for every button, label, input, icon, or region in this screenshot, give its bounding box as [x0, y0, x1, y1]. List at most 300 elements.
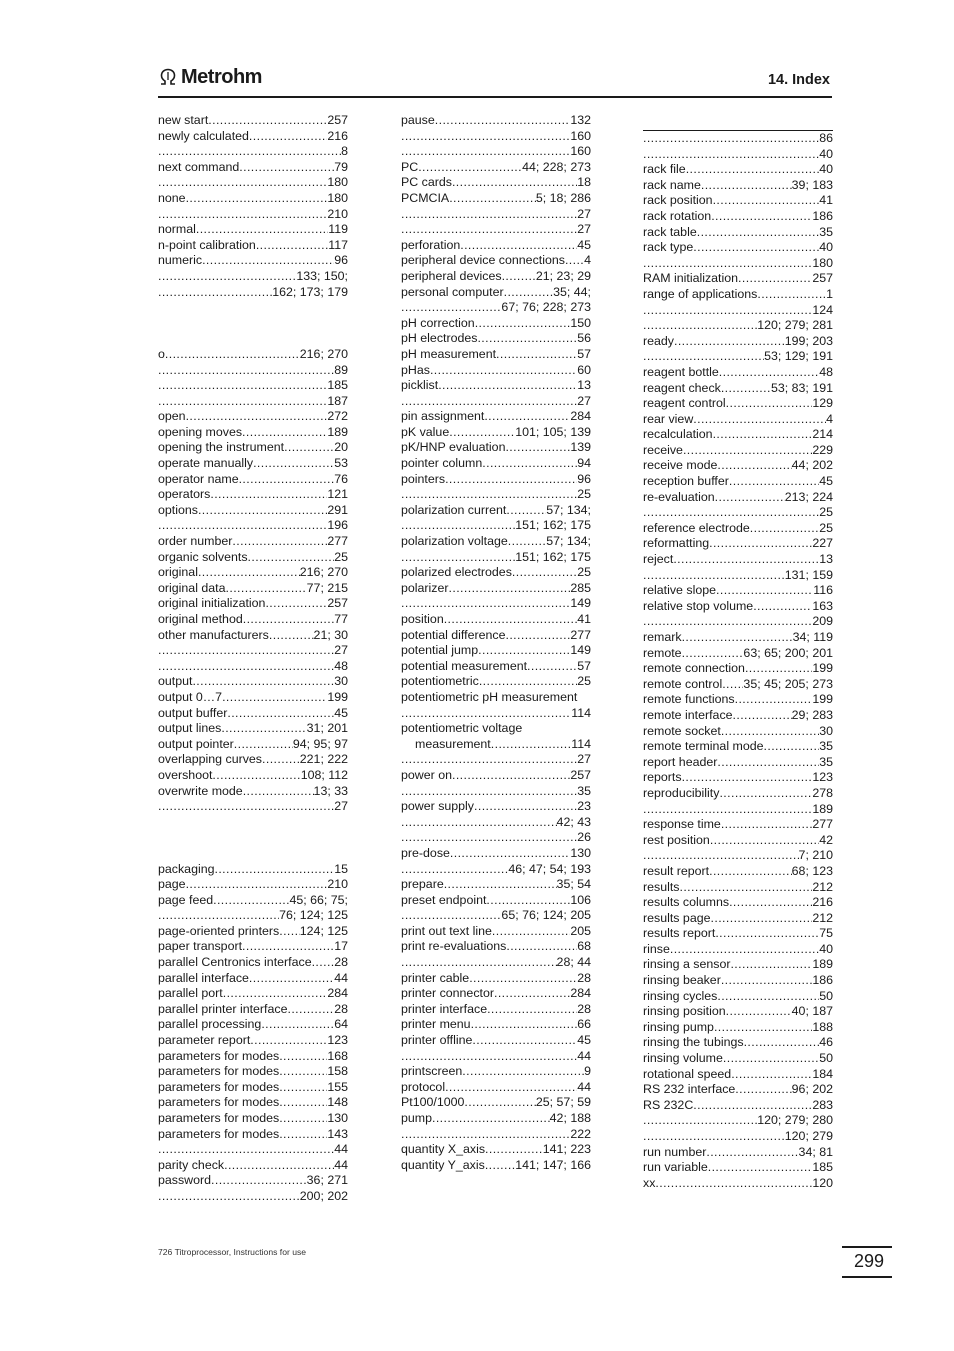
index-pages: 94; 95; 97 — [292, 736, 348, 751]
index-entry — [401, 955, 591, 971]
index-entry — [401, 1158, 591, 1174]
leader-dots — [643, 147, 819, 163]
index-pages: 28 — [334, 1001, 348, 1016]
index-entry — [643, 521, 833, 537]
leader-dots — [492, 924, 570, 940]
index-entry — [158, 456, 348, 472]
index-term: RS 232 interface — [643, 1082, 736, 1097]
index-pages: 89 — [334, 362, 348, 377]
index-entry — [643, 957, 833, 973]
index-entry — [401, 674, 591, 690]
index-term: personal computer — [401, 284, 504, 299]
index-pages: 44 — [334, 1142, 348, 1157]
index-pages: 162; 173; 179 — [272, 284, 348, 299]
index-term: none — [158, 190, 186, 205]
index-pages: 163 — [812, 598, 833, 613]
index-pages: 149 — [570, 596, 591, 611]
leader-dots — [753, 599, 812, 615]
index-pages: 53 — [334, 456, 348, 471]
index-pages: 180 — [327, 190, 348, 205]
index-column-p-q — [401, 113, 591, 1173]
leader-dots — [401, 550, 515, 566]
leader-dots — [449, 191, 536, 207]
leader-dots — [506, 939, 577, 955]
index-entry — [158, 378, 348, 394]
index-pages: 168 — [327, 1048, 348, 1063]
leader-dots — [210, 487, 327, 503]
index-term: xx — [643, 1175, 656, 1190]
index-entry — [401, 612, 591, 628]
leader-dots — [745, 661, 812, 677]
index-term: measurement — [415, 736, 491, 751]
index-pages: 96 — [334, 253, 348, 268]
index-entry — [401, 924, 591, 940]
index-entry — [158, 674, 348, 690]
index-term: print out text line — [401, 923, 492, 938]
index-entry — [643, 864, 833, 880]
index-entry — [401, 316, 591, 332]
leader-dots — [719, 365, 819, 381]
index-pages: 277 — [570, 627, 591, 642]
index-term: parallel port — [158, 986, 223, 1001]
index-term: pause — [401, 113, 435, 127]
leader-dots — [673, 552, 819, 568]
index-term: overshoot — [158, 767, 213, 782]
index-entry — [401, 456, 591, 472]
index-pages: 63; 65; 200; 201 — [743, 645, 833, 660]
leader-dots — [643, 318, 757, 334]
index-term: new start — [158, 113, 209, 127]
index-term: run variable — [643, 1160, 708, 1175]
index-pages: 124 — [812, 302, 833, 317]
index-term: operators — [158, 487, 211, 502]
index-pages: 75 — [819, 926, 833, 941]
leader-dots — [401, 862, 508, 878]
index-pages: 180 — [327, 175, 348, 190]
leader-dots — [284, 440, 334, 456]
footer-note: 726 Titroprocessor, Instructions for use — [158, 1247, 307, 1257]
index-entry — [643, 162, 833, 178]
index-spacer — [158, 300, 348, 316]
index-entry — [401, 1049, 591, 1065]
index-pages: 210 — [327, 877, 348, 892]
index-pages: 132 — [570, 113, 591, 127]
index-pages: 188 — [812, 1019, 833, 1034]
leader-dots — [401, 830, 577, 846]
index-term: remote functions — [643, 692, 735, 707]
index-entry — [401, 238, 591, 254]
index-entry — [158, 924, 348, 940]
index-term: printscreen — [401, 1064, 463, 1079]
index-entry — [643, 817, 833, 833]
index-pages: 272 — [327, 409, 348, 424]
index-term: rack name — [643, 177, 701, 192]
page-number: 299 — [853, 1251, 884, 1271]
index-term: pHas — [401, 362, 430, 377]
page-number-box — [842, 1246, 892, 1278]
index-term: position — [401, 612, 444, 626]
leader-dots — [287, 1002, 334, 1018]
index-pages: 34; 119 — [792, 630, 833, 644]
leader-dots — [706, 1145, 798, 1161]
index-entry — [643, 568, 833, 584]
index-pages: 213; 224 — [784, 489, 833, 504]
index-pages: 25; 57; 59 — [535, 1095, 591, 1110]
leader-dots — [487, 1002, 577, 1018]
leader-dots — [527, 659, 577, 675]
index-entry — [158, 1142, 348, 1158]
index-pages: 120 — [812, 1175, 833, 1190]
leader-dots — [717, 755, 819, 771]
index-term: parallel interface — [158, 970, 249, 985]
leader-dots — [472, 1033, 577, 1049]
index-pages: 186 — [812, 208, 833, 223]
leader-dots — [708, 1160, 813, 1176]
index-entry — [643, 303, 833, 319]
index-entry — [401, 846, 591, 862]
leader-dots — [757, 287, 826, 303]
index-pages: 101; 105; 139 — [515, 424, 591, 439]
index-entry — [643, 396, 833, 412]
index-entry — [401, 877, 591, 893]
index-term: parameters for modes — [158, 1111, 280, 1125]
index-term: operator name — [158, 471, 239, 486]
index-pages: 121 — [327, 487, 348, 502]
index-term: peripheral device connections — [401, 253, 565, 268]
index-pages: 212 — [812, 910, 833, 925]
index-entry — [158, 971, 348, 987]
index-term: reception buffer — [643, 474, 729, 489]
leader-dots — [711, 209, 812, 225]
index-pages: 28 — [577, 970, 591, 985]
leader-dots — [735, 692, 813, 708]
index-entry — [158, 908, 348, 924]
index-entry — [158, 1189, 348, 1205]
leader-dots — [643, 505, 819, 521]
index-term: power supply — [401, 799, 475, 814]
leader-dots — [719, 786, 812, 802]
index-term: overlapping curves — [158, 752, 263, 767]
index-term: original initialization — [158, 596, 266, 611]
leader-dots — [401, 144, 570, 160]
index-pages: 35 — [819, 739, 833, 754]
index-entry — [401, 706, 591, 722]
index-term: printer offline — [401, 1033, 473, 1048]
leader-dots — [680, 880, 813, 896]
index-pages: 158 — [327, 1064, 348, 1079]
index-pages: 4 — [826, 411, 833, 426]
index-term: printer interface — [401, 1001, 488, 1016]
index-pages: 120; 279; 281 — [757, 318, 833, 333]
index-entry — [401, 113, 591, 129]
index-entry — [158, 721, 348, 737]
index-pages: 21; 30 — [313, 627, 348, 642]
index-entry — [158, 253, 348, 269]
index-term: n-point calibration — [158, 237, 256, 252]
leader-dots — [716, 583, 813, 599]
index-pages: 36; 271 — [306, 1173, 348, 1188]
leader-dots — [158, 1142, 334, 1158]
index-entry — [643, 583, 833, 599]
index-pages: 283 — [812, 1097, 833, 1112]
index-term: remote terminal mode — [643, 739, 764, 754]
leader-dots — [186, 191, 328, 207]
leader-dots — [279, 1111, 327, 1127]
leader-dots — [158, 378, 327, 394]
leader-dots — [279, 1095, 327, 1111]
leader-dots — [655, 1176, 812, 1192]
index-pages: 25 — [334, 549, 348, 564]
leader-dots — [242, 939, 334, 955]
index-entry — [643, 349, 833, 365]
index-entry — [158, 1111, 348, 1127]
brand-logo — [158, 66, 262, 88]
index-entry — [401, 1095, 591, 1111]
index-entry — [643, 427, 833, 443]
leader-dots — [158, 175, 327, 191]
index-term: Pt100/1000 — [401, 1095, 465, 1110]
index-term: parallel printer interface — [158, 1001, 288, 1016]
leader-dots — [721, 817, 812, 833]
leader-dots — [158, 269, 296, 285]
index-entry — [158, 1173, 348, 1189]
index-term: rack file — [643, 162, 686, 177]
index-pages: 9 — [584, 1064, 591, 1079]
index-pages: 160 — [570, 128, 591, 143]
index-pages: 39; 183 — [791, 177, 833, 192]
index-spacer — [158, 316, 348, 332]
leader-dots — [478, 643, 570, 659]
leader-dots — [208, 113, 327, 129]
index-entry — [401, 300, 591, 316]
index-pages: 27 — [334, 799, 348, 814]
index-entry — [401, 596, 591, 612]
index-pages: 25 — [577, 487, 591, 502]
index-term: rear view — [643, 411, 694, 426]
index-entry — [643, 334, 833, 350]
index-entry — [643, 770, 833, 786]
index-term: page — [158, 877, 186, 892]
index-pages: 257 — [570, 767, 591, 782]
index-pages: 45 — [577, 1033, 591, 1048]
index-pages: 42; 43 — [556, 814, 591, 829]
index-term: parallel Centronics interface — [158, 955, 312, 970]
index-term: picklist — [401, 378, 439, 393]
index-pages: 143 — [327, 1126, 348, 1141]
index-entry — [401, 269, 591, 285]
index-pages: 151; 162; 175 — [515, 549, 591, 564]
leader-dots — [682, 646, 744, 662]
index-entry — [401, 690, 591, 706]
leader-dots — [709, 864, 792, 880]
index-pages: 27 — [577, 752, 591, 767]
index-pages: 50 — [819, 1051, 833, 1066]
brand-name: Metrohm — [181, 66, 262, 88]
index-pages: 141; 147; 166 — [515, 1157, 591, 1172]
index-pages: 200; 202 — [299, 1188, 348, 1203]
index-term: potential difference — [401, 627, 506, 642]
leader-dots — [693, 1098, 812, 1114]
index-entry — [401, 409, 591, 425]
index-pages: 64 — [334, 1017, 348, 1032]
index-entry — [401, 1002, 591, 1018]
index-term: potential jump — [401, 643, 479, 658]
index-spacer — [158, 331, 348, 347]
index-pages: 23 — [577, 799, 591, 814]
index-term: receive mode — [643, 458, 718, 473]
index-entry — [158, 1002, 348, 1018]
index-pages: 41 — [577, 612, 591, 626]
leader-dots — [445, 472, 577, 488]
leader-dots — [682, 630, 793, 646]
index-term: other manufacturers — [158, 627, 269, 642]
index-entry — [643, 1035, 833, 1051]
index-entry — [158, 347, 348, 363]
index-entry — [643, 365, 833, 381]
index-pages: 57 — [577, 346, 591, 361]
index-entry — [158, 503, 348, 519]
leader-dots — [449, 425, 515, 441]
index-term: remote interface — [643, 707, 733, 722]
index-entry — [401, 986, 591, 1002]
index-entry — [401, 737, 591, 753]
index-pages: 48 — [334, 658, 348, 673]
index-entry — [158, 752, 348, 768]
leader-dots — [715, 926, 819, 942]
index-entry — [158, 238, 348, 254]
index-entry — [643, 256, 833, 272]
index-entry — [643, 381, 833, 397]
index-entry — [401, 378, 591, 394]
index-entry — [401, 363, 591, 379]
leader-dots — [721, 724, 819, 740]
index-pages: 123 — [327, 1033, 348, 1048]
index-pages: 205 — [570, 923, 591, 938]
index-entry — [643, 1160, 833, 1176]
index-pages: 160 — [570, 144, 591, 159]
leader-dots — [401, 908, 501, 924]
index-pages: 216 — [812, 895, 833, 910]
index-entry — [643, 708, 833, 724]
index-term: open — [158, 409, 186, 424]
leader-dots — [717, 458, 791, 474]
index-entry — [158, 893, 348, 909]
index-entry — [401, 175, 591, 191]
leader-dots — [192, 674, 334, 690]
leader-dots — [239, 160, 334, 176]
index-pages: 41 — [819, 193, 833, 208]
index-entry — [643, 474, 833, 490]
leader-dots — [265, 596, 327, 612]
index-term: polarization current — [401, 502, 507, 517]
leader-dots — [401, 784, 577, 800]
index-term: rack position — [643, 193, 713, 208]
index-entry — [158, 1033, 348, 1049]
index-term: parameters for modes — [158, 1126, 280, 1141]
index-entry — [643, 1113, 833, 1129]
index-entry — [158, 285, 348, 301]
leader-dots — [401, 1127, 570, 1143]
index-term: quantity X_axis — [401, 1142, 486, 1157]
index-term: re-evaluation — [643, 489, 715, 504]
index-pages: 285 — [570, 580, 591, 595]
index-term: reagent check — [643, 380, 721, 395]
leader-dots — [686, 162, 820, 178]
index-pages: 189 — [812, 801, 833, 816]
index-term: polarized electrodes — [401, 565, 512, 580]
leader-dots — [269, 628, 314, 644]
index-entry — [643, 490, 833, 506]
index-entry — [401, 425, 591, 441]
index-entry — [158, 207, 348, 223]
index-term: printer menu — [401, 1017, 471, 1032]
index-entry — [158, 737, 348, 753]
index-pages: 76 — [334, 471, 348, 486]
index-term: parameters for modes — [158, 1095, 280, 1110]
index-pages: 216 — [327, 128, 348, 143]
leader-dots — [750, 521, 819, 537]
index-pages: 42; 188 — [549, 1111, 591, 1125]
index-term: results columns — [643, 895, 730, 910]
index-entry — [401, 939, 591, 955]
index-pages: 116 — [813, 583, 833, 598]
index-term: pointers — [401, 471, 446, 486]
index-entry — [158, 612, 348, 628]
index-term: prepare — [401, 877, 444, 892]
index-entry — [158, 784, 348, 800]
index-pages: 284 — [570, 409, 591, 424]
index-entry — [158, 768, 348, 784]
leader-dots — [438, 378, 577, 394]
index-term: output 0…7 — [158, 689, 223, 704]
index-term: rinsing beaker — [643, 973, 721, 988]
index-pages: 35; 44; — [553, 284, 591, 299]
index-entry — [643, 1098, 833, 1114]
index-term: overwrite mode — [158, 783, 243, 798]
leader-dots — [709, 536, 812, 552]
index-pages: 53; 129; 191 — [764, 349, 833, 364]
index-pages: 27 — [577, 222, 591, 237]
index-pages: 50 — [819, 988, 833, 1003]
index-term: results report — [643, 926, 716, 941]
index-term: reports — [643, 770, 682, 785]
index-spacer — [158, 815, 348, 831]
index-pages: 30 — [819, 723, 833, 738]
leader-dots — [186, 877, 328, 893]
index-entry — [643, 458, 833, 474]
leader-dots — [471, 1017, 578, 1033]
index-entry — [401, 550, 591, 566]
index-term: response time — [643, 817, 721, 832]
leader-dots — [682, 770, 813, 786]
index-pages: 67; 76; 228; 273 — [501, 300, 591, 315]
leader-dots — [643, 614, 812, 630]
index-entry — [158, 1064, 348, 1080]
leader-dots — [243, 784, 314, 800]
leader-dots — [211, 1173, 307, 1189]
index-entry — [643, 225, 833, 241]
leader-dots — [186, 409, 328, 425]
index-pages: 57; 134; — [546, 502, 591, 517]
index-term: potential measurement — [401, 658, 528, 673]
index-entry — [401, 191, 591, 207]
index-pages: 199; 203 — [784, 333, 833, 348]
index-entry — [401, 331, 591, 347]
index-pages: 21; 23; 29 — [535, 268, 591, 283]
index-pages: 68 — [577, 939, 591, 954]
leader-dots — [643, 303, 812, 319]
leader-dots — [401, 300, 501, 316]
